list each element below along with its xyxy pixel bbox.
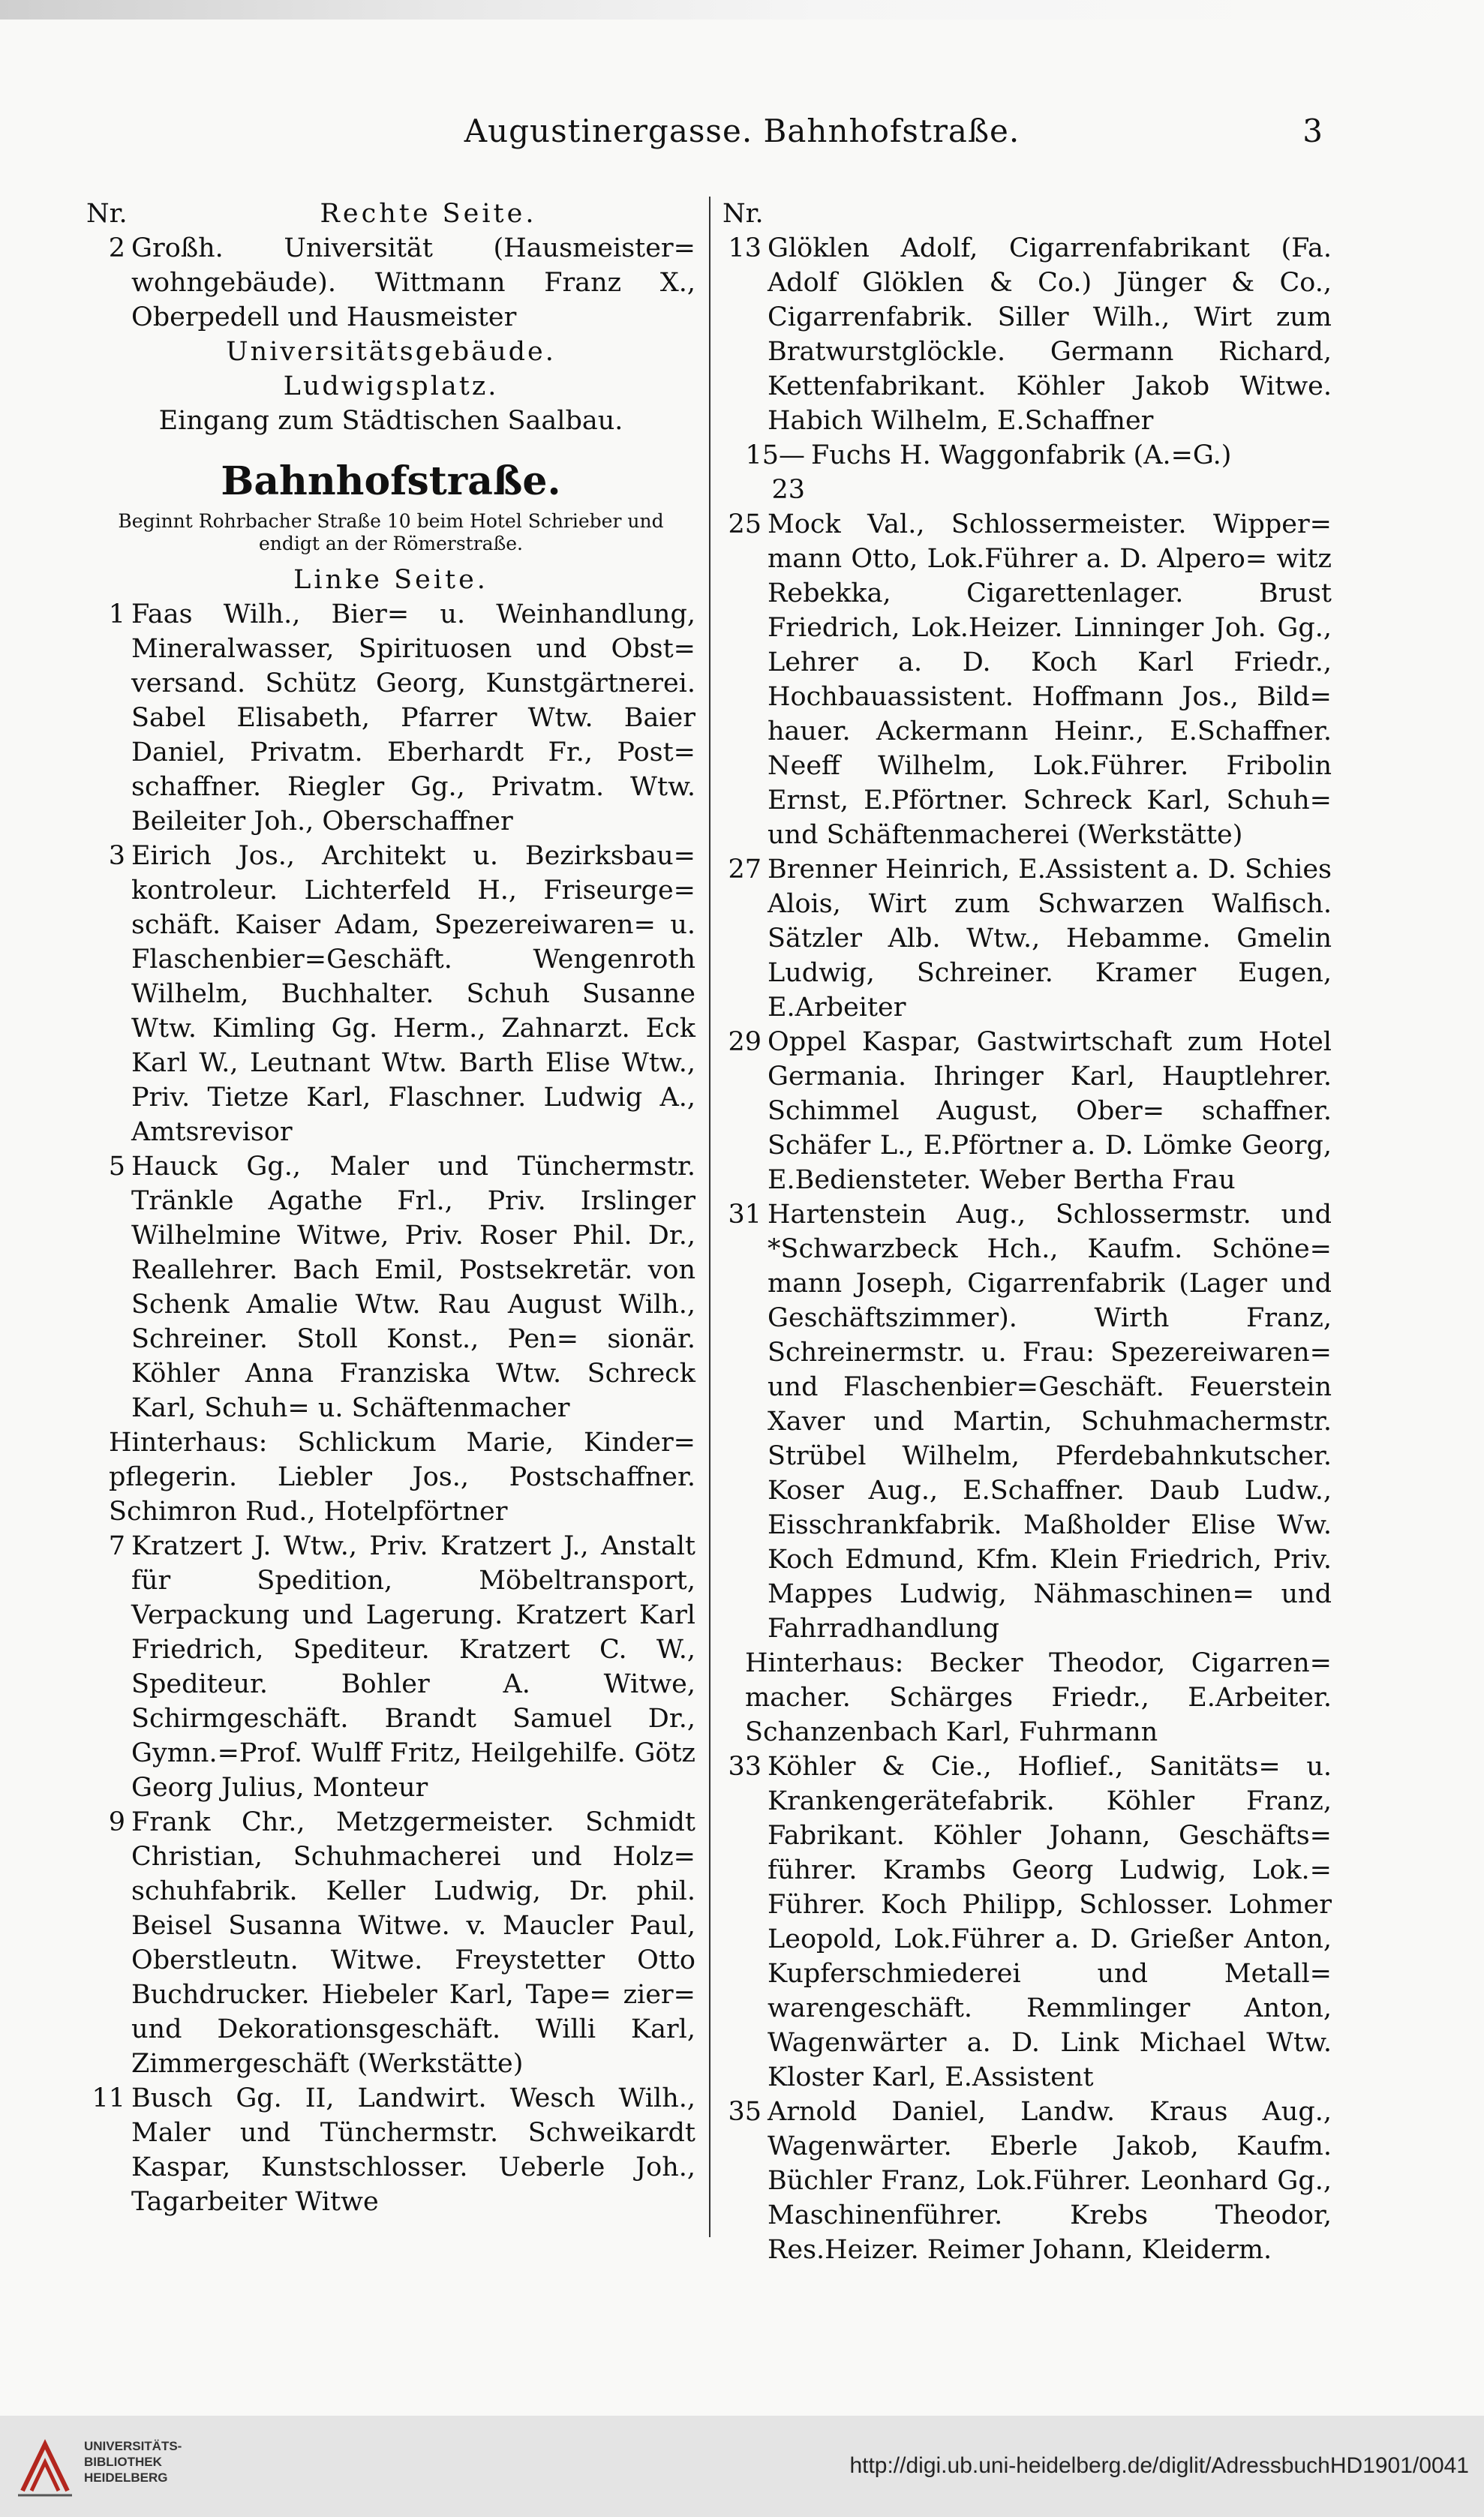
house-number: 5 (108, 1152, 125, 1182)
entry-text: Busch Gg. II, Landwirt. Wesch Wilh., Maler und Tünchermstr. Schweikardt Kaspar, Kunstschlosser. Ueberle Joh., Tagarbeiter Witwe (131, 2083, 695, 2217)
entry-text: Faas Wilh., Bier= u. Weinhandlung, Mineralwasser, Spirituosen und Obst= versand. Schütz Georg, Kunstgärtnerei. Sabel Elisabeth, Pfarrer Wtw. Baier Daniel, Privatm. Eberhardt Fr., Post= schaffner. Riegler Gg., Privatm. Wtw. Beileiter Joh., Oberschaffner (131, 599, 695, 836)
entry-text: Mock Val., Schlossermeister. Wipper= mann Otto, Lok.Führer a. D. Alpero= witz Rebekka, Cigarettenlager. Brust Friedrich, Lok.Heizer. Linninger Joh. Gg., Lehrer a. D. Koch Karl Friedr., Hochbauassistent. Hoffmann Jos., Bild= hauer. Ackermann Heinr., E.Schaffner. Neeff Wilhelm, Lok.Führer. Fribolin Ernst, E.Pförtner. Schreck Karl, Schuh= und Schäftenmacherei (Werkstätte) (768, 509, 1332, 850)
address-entry (722, 2095, 1332, 2267)
address-entry (722, 1025, 1332, 1197)
page-number: 3 (1302, 113, 1323, 149)
library-name-line: BIBLIOTHEK (84, 2455, 162, 2469)
left-column (86, 197, 695, 2219)
street-description: Beginnt Rohrbacher Straße 10 beim Hotel Schrieber und endigt an der Römerstraße. (118, 510, 664, 554)
right-column-header (722, 197, 1332, 231)
house-number: 27 (728, 855, 762, 885)
library-name-line: HEIDELBERG (84, 2470, 168, 2485)
address-entry (722, 507, 1332, 852)
house-number: 7 (108, 1531, 125, 1561)
library-name (84, 2438, 182, 2485)
house-number: 29 (728, 1027, 762, 1057)
house-number: 11 (92, 2083, 125, 2113)
entry-text: Glöklen Adolf, Cigarrenfabrikant (Fa. Adolf Glöklen & Co.) Jünger & Co., Cigarrenfabrik. Siller Wilh., Wirt zum Bratwurstglöckle. Germann Richard, Kettenfabrikant. Köhler Jakob Witwe. Habich Wilhelm, E.Schaffner (768, 233, 1332, 436)
street-title: Bahnhofstraße. (221, 458, 561, 504)
column-divider (709, 197, 710, 2237)
rear-building-entry: Hinterhaus: Becker Theodor, Cigarren= macher. Schärges Friedr., E.Arbeiter. Schanzenbach Karl, Fuhrmann (745, 1648, 1332, 1747)
side-label: Linke Seite. (293, 565, 488, 595)
entry-text: Kratzert J. Wtw., Priv. Kratzert J., Anstalt für Spedition, Möbeltransport, Verpackung und Lagerung. Kratzert Karl Friedrich, Spediteur. Kratzert C. W., Spediteur. Bohler A. Witwe, Schirmgeschäft. Brandt Samuel Dr., Gymn.=Prof. Wulff Fritz, Heilgehilfe. Götz Georg Julius, Monteur (131, 1531, 695, 1803)
entry-text: Eirich Jos., Architekt u. Bezirksbau= kontroleur. Lichterfeld H., Friseurge= schäft. Kaiser Adam, Spezereiwaren= u. Flaschenbier=Geschäft. Wengenroth Wilhelm, Buchhalter. Schuh Susanne Wtw. Kimling Gg. Herm., Zahnarzt. Eck Karl W., Leutnant Wtw. Barth Elise Wtw., Priv. Tietze Karl, Flaschner. Ludwig A., Amtsrevisor (131, 841, 695, 1147)
library-name-line: UNIVERSITÄTS- (84, 2439, 182, 2453)
entry-text: Hartenstein Aug., Schlossermstr. und *Schwarzbeck Hch., Kaufm. Schöne= mann Joseph, Cigarrenfabrik (Lager und Geschäftszimmer). Wirth Franz, Schreinermstr. u. Frau: Spezereiwaren= und Flaschenbier=Geschäft. Feuerstein Xaver und Martin, Schuhmachermstr. Strübel Wilhelm, Pferdebahnkutscher. Koser Aug., E.Schaffner. Daub Ludw., Eisschrankfabrik. Maßholder Elise Ww. Koch Edmund, Kfm. Klein Friedrich, Priv. Mappes Ludwig, Nähmaschinen= und Fahrradhandlung (768, 1200, 1332, 1644)
address-entry (86, 1529, 695, 1805)
rear-building-entry: Hinterhaus: Schlickum Marie, Kinder= pflegerin. Liebler Jos., Postschaffner. Schimron Rud., Hotelpförtner (109, 1428, 695, 1527)
entry-text: Brenner Heinrich, E.Assistent a. D. Schies Alois, Wirt zum Schwarzen Walfisch. Sätzler Alb. Wtw., Hebamme. Gmelin Ludwig, Schreiner. Kramer Eugen, E.Arbeiter (768, 855, 1332, 1023)
address-entry (722, 852, 1332, 1025)
running-head (0, 113, 1484, 158)
house-number: 1 (108, 599, 125, 629)
entry-text: Frank Chr., Metzgermeister. Schmidt Christian, Schuhmacherei und Holz= schuhfabrik. Keller Ludwig, Dr. phil. Beisel Susanna Witwe. v. Maucler Paul, Oberstleutn. Witwe. Freystetter Otto Buchdrucker. Hiebeler Karl, Tape= zier= und Dekorationsgeschäft. Willi Karl, Zimmergeschäft (Werkstätte) (131, 1807, 695, 2079)
address-entry (722, 1197, 1332, 1646)
house-number: 9 (108, 1807, 125, 1837)
entry-text: Fuchs H. Waggonfabrik (A.=G.) (811, 440, 1232, 470)
nr-label: Nr. (86, 199, 128, 229)
house-number: 31 (728, 1200, 762, 1230)
address-entry (86, 597, 695, 839)
address-entry (86, 231, 695, 335)
entry-text: Großh. Universität (Hausmeister= wohngebäude). Wittmann Franz X., Oberpedell und Hausmeister (131, 233, 695, 332)
page-title: Augustinergasse. Bahnhofstraße. (464, 113, 1020, 149)
building-name: Universitätsgebäude. (226, 337, 556, 367)
square-name: Ludwigsplatz. (283, 371, 499, 401)
left-column-header (86, 197, 695, 231)
library-logo-icon (15, 2438, 75, 2498)
address-entry (722, 438, 1332, 507)
house-number: 35 (728, 2097, 762, 2127)
entrance-note: Eingang zum Städtischen Saalbau. (158, 406, 623, 436)
address-entry (86, 2081, 695, 2219)
entry-text: Oppel Kaspar, Gastwirtschaft zum Hotel Germania. Ihringer Karl, Hauptlehrer. Schimmel August, Ober= schaffner. Schäfer L., E.Pförtner a. D. Lömke Georg, E.Bediensteter. Weber Bertha Frau (768, 1027, 1332, 1195)
address-entry (86, 839, 695, 1149)
scan-edge (0, 0, 1484, 20)
house-number: 2 (108, 233, 125, 263)
source-url-link[interactable]: http://digi.ub.uni-heidelberg.de/diglit/AdressbuchHD1901/0041 (849, 2453, 1469, 2478)
nr-label: Nr. (722, 199, 764, 229)
footer-bar (0, 2416, 1484, 2517)
address-entry (86, 1805, 695, 2081)
house-number: 3 (108, 841, 125, 871)
entry-text: Köhler & Cie., Hoflief., Sanitäts= u. Krankengerätefabrik. Köhler Franz, Fabrikant. Köhler Johann, Geschäfts= führer. Krambs Georg Ludwig, Lok.= Führer. Koch Philipp, Schlosser. Lohmer Leopold, Lok.Führer a. D. Grießer Anton, Kupferschmiederei und Metall= warengeschäft. Remmlinger Anton, Wagenwärter a. D. Link Michael Wtw. Kloster Karl, E.Assistent (768, 1752, 1332, 2092)
entry-text: Hauck Gg., Maler und Tünchermstr. Tränkle Agathe Frl., Priv. Irslinger Wilhelmine Witwe, Priv. Roser Phil. Dr., Reallehrer. Bach Emil, Postsekretär. von Schenk Amalie Wtw. Rau August Wilh., Schreiner. Stoll Konst., Pen= sionär. Köhler Anna Franziska Wtw. Schreck Karl, Schuh= u. Schäftenmacher (131, 1152, 695, 1423)
address-entry (722, 231, 1332, 438)
house-number: 25 (728, 509, 762, 539)
side-label: Rechte Seite. (320, 199, 537, 229)
house-number: 33 (728, 1752, 762, 1782)
house-number: 15—23 (745, 440, 805, 505)
entry-text: Arnold Daniel, Landw. Kraus Aug., Wagenwärter. Eberle Jakob, Kaufm. Büchler Franz, Lok.Führer. Leonhard Gg., Maschinenführer. Krebs Theodor, Res.Heizer. Reimer Johann, Kleiderm. (768, 2097, 1332, 2265)
house-number: 13 (728, 233, 762, 263)
address-entry (722, 1750, 1332, 2095)
right-column (722, 197, 1332, 2267)
address-entry (86, 1149, 695, 1425)
